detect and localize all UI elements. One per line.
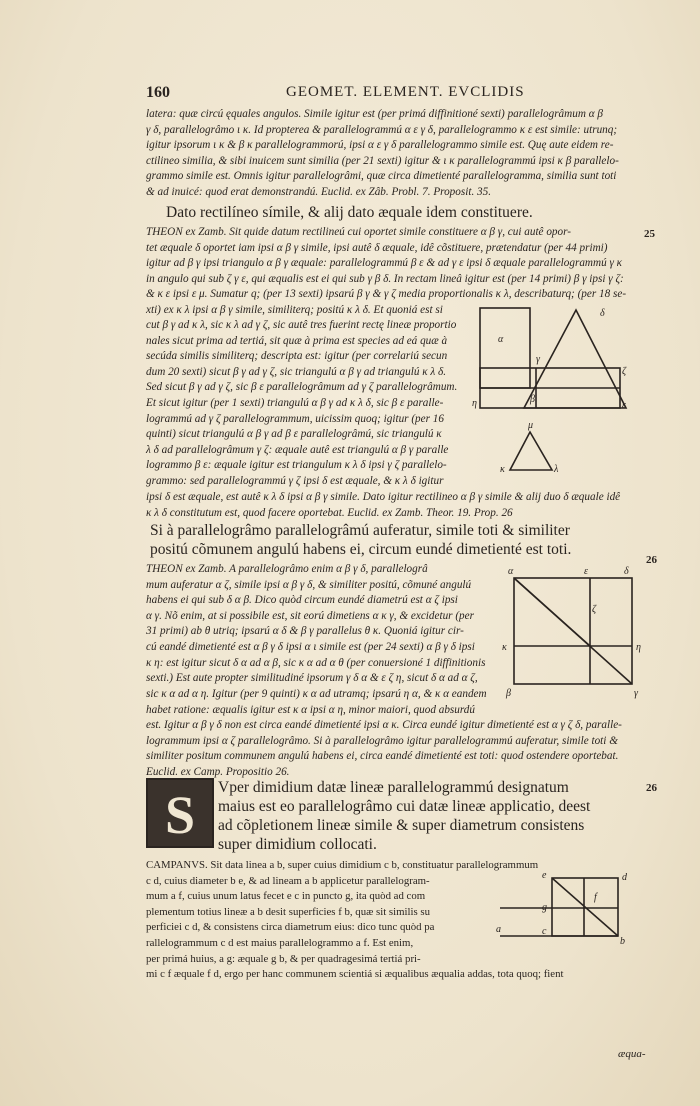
text-line: cut β γ ad κ λ, sic κ λ ad γ ζ, sic autê tres fuerint rectę lineæ proportio [146, 319, 457, 331]
text-line: est. Igitur α β γ δ non est circa eandé dimetienté ipsi α κ. Circa eundé igitur dimetienté est α γ ζ δ, paralle- [146, 719, 622, 732]
margin-number: 26 [646, 554, 657, 566]
label: c [542, 926, 547, 937]
text-line: κ η: est igitur sicut δ α ad α β, sic κ α ad α θ (per conuersioné 1 diffinitionis [146, 656, 486, 669]
text-line: & ad inuicé: quod erat demonstrandú. Euclid. ex Zâb. Probl. 7. Proposit. 35. [146, 185, 492, 198]
text-line: cú eandé dimetienté est α β γ δ ipsi α ι simile est (per 24 sexti) α β γ δ ipsi [146, 640, 475, 653]
label: μ [528, 420, 534, 431]
figure-2 [500, 562, 650, 702]
text-block-1 [146, 107, 619, 201]
text-line: grammo simile est. Omnis igitur parallelogrâmi, quæ circa dimetienté parallelogramma, similia sunt toti [146, 170, 617, 183]
text-line: similiter positum communem angulú habens ei, circa eandé dimetienté est toti: quod ostendere oportebat. [146, 750, 619, 763]
label: ζ [592, 604, 597, 615]
figure-3 [496, 868, 636, 948]
proposition-line: ad cõpletionem lineæ simile & super diametrum consistens [218, 817, 585, 834]
label: β [506, 688, 511, 699]
text-line: λ δ ad parallelogrâmum γ ζ: æquale autê est triangulú α β γ paralle [146, 443, 449, 456]
label: α [498, 334, 504, 345]
text-line: γ δ, parallelogrâmo ι κ. Id propterea & parallelogrammú α ε γ δ, parallelogrammo κ ε est simile: utrunq; [146, 123, 618, 136]
label: α [508, 566, 514, 577]
text-line: habet ratione: æqualis igitur est κ α ipsi α η, minor maiori, quod absurdú [146, 703, 475, 716]
text-line: c d, cuius diameter b e, & ad lineam a b applicetur parallelogram- [146, 874, 430, 887]
text-line: Et sicut igitur (per 1 sexti) triangulú α β γ ad κ λ δ, sic β ε paralle- [146, 396, 444, 409]
label: γ [536, 354, 540, 365]
figure-2-secant [514, 578, 590, 646]
label: γ [634, 688, 638, 699]
proposition-heading-1 [166, 203, 533, 222]
label: f [594, 892, 597, 903]
running-header [146, 84, 566, 104]
text-line: Euclid. ex Camp. Propositio 26. [146, 765, 290, 778]
margin-number: 25 [644, 228, 655, 240]
text-line: habens ei qui sub δ α β. Dico quòd circum eundé diametrú est α ζ ipsi [146, 594, 458, 607]
text-line: ctilineo similia, & sibi inuicem sunt similia (per 21 sexti) igitur & ι κ parallelogrammú ipsi κ β parallelo- [146, 154, 619, 167]
label: η [636, 642, 641, 653]
margin-number: 26 [646, 782, 657, 794]
text-line: in angulo qui sub ζ γ ε, qui æqualis est ei qui sub γ β δ. In rectam lineâ igitur est (per 14 primi) β γ ipsi γ ζ: [146, 272, 624, 285]
text-line: perficiei c d, & consistens circa diametrum eius: dico tunc quòd pa [146, 921, 435, 934]
decorated-initial [146, 778, 214, 848]
text-line: CAMPANVS. Sit data linea a b, super cuius dimidium c b, constituatur parallelogrammum [146, 859, 539, 871]
proposition-line: super dimidium collocati. [218, 836, 377, 853]
proposition-heading-2 [150, 521, 571, 559]
page-number: 160 [146, 84, 170, 101]
label: ζ [622, 366, 627, 377]
label: e [542, 870, 547, 881]
label: η [472, 398, 477, 409]
text-line: tet æquale δ oportet iam ipsi α β γ simile, ipsi autê δ æquale, idê cõstituere, prætendatur (per 44 primi) [146, 241, 608, 254]
label: λ [554, 464, 559, 475]
text-line: sic κ α ad α η. Igitur (per 9 quinti) κ α ad utramq; ipsarú η α, & κ α eandem [146, 688, 487, 700]
text-line: latera: quæ circú ęquales angulos. Simile igitur est (per primá diffinitioné sexti) parallelogrâmum α β [146, 108, 603, 120]
label: κ [500, 464, 505, 475]
text-line: ipsi δ est æquale, est autê κ λ δ ipsi α β γ simile. Dato igitur rectilineo α β γ simile & alij duo δ æquale idê [146, 491, 621, 503]
text-line: THEON ex Zamb. Sit quide datum rectilineú cui oportet simile constituere α β γ, cui autê opor- [146, 226, 571, 238]
text-line: mum a f, cuius unum latus fecet e c in puncto g, ita quòd ad com [146, 890, 426, 903]
text-line: xti) ex κ λ ipsi α β γ simile, similiterq; positú κ λ δ. Et quoniá est si [146, 303, 443, 316]
initial-letter: S [164, 785, 196, 845]
text-line: per primá huius, a g: æquale g b, & per quadragesimá tertiá pri- [146, 952, 421, 965]
text-block-3a [146, 562, 485, 687]
catchword: æqua- [618, 1048, 646, 1060]
label: ε [622, 400, 626, 411]
text-line: grammo: sed parallelogrammú γ ζ ipsi δ est æquale, & κ λ δ igitur [146, 474, 444, 487]
text-block-2b [146, 318, 457, 490]
text-block-2c [146, 490, 620, 521]
text-line: κ λ δ constitutum est, quod facere oportebat. Euclid. ex Zamb. Theor. 19. Prop. 26 [146, 506, 513, 519]
text-block-3b [146, 687, 622, 781]
text-line: logrammú ad γ ζ parallelogrammum, uicissim quoq; igitur (per 16 [146, 412, 444, 425]
label: d [622, 872, 627, 883]
label: δ [624, 566, 629, 577]
text-line: secúda similis similiterq; descripta est: igitur (per correlariú secun [146, 350, 448, 363]
text-line: nales sicut prima ad tertiá, sit quæ à prima est species ad eá quæ à [146, 334, 448, 347]
proposition-line: Vper dimidium datæ lineæ parallelogrammú designatum [218, 779, 569, 796]
proposition-line: maius est eo parallelogrâmo cui datæ lineæ applicatio, deest [218, 798, 591, 815]
text-line: α γ. Nõ enim, at si possibile est, sit eorú dimetiens α κ γ, & excidetur (per [146, 609, 474, 622]
proposition-heading-3 [218, 778, 590, 854]
text-line: mi c f æquale f d, ergo per hanc communem scientiá si æqualibus æqualia addas, tota quoq; fient [146, 968, 564, 981]
label: ε [584, 566, 588, 577]
text-line: quinti) sicut triangulú α β γ ad β ε parallelogrâmú, sic triangulú κ [146, 428, 442, 441]
label: a [496, 924, 501, 935]
figure-1 [470, 302, 650, 502]
text-line: plementum totius lineæ a b desit superficies f b, quæ sit similis su [146, 905, 430, 918]
proposition-line: positú cõmunem angulú habens ei, circum eundé dimetienté est toti. [150, 541, 572, 558]
proposition-line: Si à parallelogrâmo parallelogrâmú auferatur, simile toti & similiter [150, 522, 570, 539]
label: b [620, 936, 625, 947]
text-line: igitur ad β γ ipsi triangulo α β γ æquale: parallelogrammú β ε & ad γ ε ipsi δ æquale parallelogrammú γ κ [146, 257, 623, 270]
label: κ [502, 642, 507, 653]
proposition-line: Dato rectilíneo símile, & alij dato æquale idem constituere. [166, 204, 533, 221]
figure-3-diagonal-be [552, 878, 618, 936]
text-line: 31 primi) ab θ utriq; ipsarú α δ & β γ parallelus θ κ. Quoniá igitur cir- [146, 625, 464, 638]
text-line: sexti.) Est aute propter similitudiné ipsorum γ δ α & ε ζ η, sicut δ α ad α ζ, [146, 672, 478, 685]
label: δ [600, 308, 605, 319]
running-head: GEOMET. ELEMENT. EVCLIDIS [286, 84, 525, 100]
text-line: logrammo β ε: æquale igitur est triangulum κ λ δ ipsi γ ζ parallelo- [146, 459, 447, 472]
text-line: igitur ipsorum ι κ & β κ parallelogrammorú, ipsi α ε γ δ parallelogrammo simile est. Quę aute eidem re- [146, 139, 614, 152]
text-line: mum auferatur α ζ, simile ipsi α β γ δ, & similiter positú, cõmuné angulú [146, 578, 472, 591]
text-line: logrammum ipsi α ζ parallelogrâmo. Si à parallelogrâmo igitur parallelogrammú auferatur, simile toti & [146, 734, 618, 747]
text-line: & κ ε ipsi ε μ. Sumatur q; (per 13 sexti) ipsarú β γ & γ ζ media proportionalis κ λ, describaturq; (per 18 se- [146, 288, 627, 301]
figure-1-rect-d [480, 308, 530, 388]
label: β [530, 394, 535, 405]
text-line: Sed sicut β γ ad γ ζ, sic β ε parallelogrâmum ad γ ζ parallelogrâmum. [146, 381, 458, 394]
figure-1-triangle-kld [510, 432, 552, 470]
label: g [542, 902, 547, 913]
text-line: rallelogrammum c d est maius parallelogrammo a f. Est enim, [146, 936, 414, 949]
text-line: THEON ex Zamb. A parallelogrâmo enim α β γ δ, parallelogrâ [146, 563, 428, 575]
text-line: dum 20 sexti) sicut β γ ad γ ζ, sic triangulú α β γ ad triangulú κ λ δ. [146, 365, 447, 378]
